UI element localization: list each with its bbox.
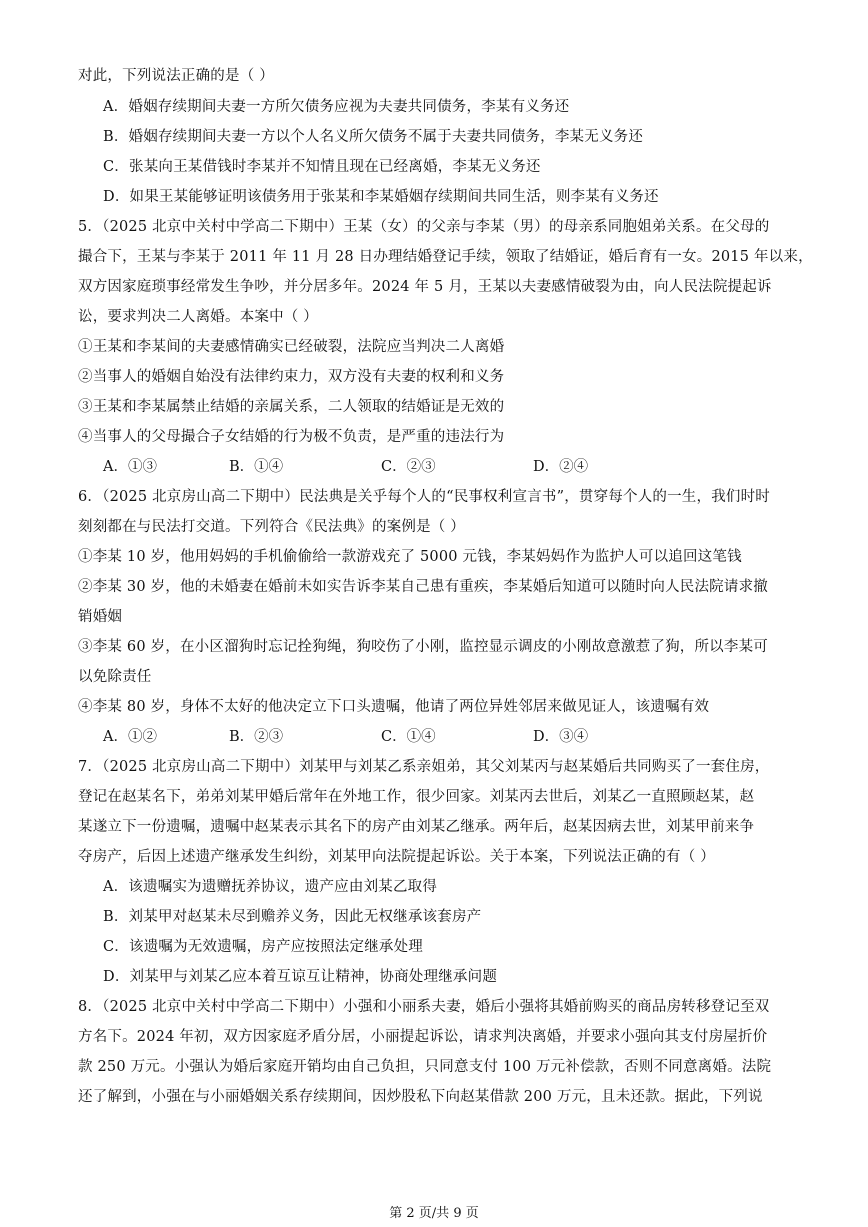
q6-choice-c: C．①④: [381, 729, 436, 745]
q6-stem-line: 6．（2025 北京房山高二下期中）民法典是关乎每个人的“民事权利宣言书”，贯穿每个人的一生，我们时时: [78, 489, 771, 505]
q8-stem-line: 还了解到，小强在与小丽婚姻关系存续期间，因炒股私下向赵某借款 200 万元，且未还款。据此，下列说: [78, 1089, 763, 1105]
q5-choice-c: C．②③: [381, 459, 436, 475]
q7-stem-line: 夺房产，后因上述遗产继承发生纠纷，刘某甲向法院提起诉讼。关于本案，下列说法正确的有（ ）: [78, 849, 715, 865]
q7-stem-line: 登记在赵某名下，弟弟刘某甲婚后常年在外地工作，很少回家。刘某丙去世后，刘某乙一直照顾赵某，赵: [78, 789, 755, 805]
q5-statement-2: ②当事人的婚姻自始没有法律约束力，双方没有夫妻的权利和义务: [78, 369, 505, 385]
page-number: 第 2 页/共 9 页: [389, 1206, 479, 1221]
q7-stem-line: 某遂立下一份遗嘱，遗嘱中赵某表示其名下的房产由刘某乙继承。两年后，赵某因病去世，刘某甲前来争: [78, 819, 755, 835]
q6-choice-a: A．①②: [103, 729, 157, 745]
q4-option-c: C．张某向王某借钱时李某并不知情且现在已经离婚，李某无义务还: [103, 159, 541, 175]
q7-option-d: D．刘某甲与刘某乙应本着互谅互让精神，协商处理继承问题: [103, 969, 498, 985]
q6-statement-3-cont: 以免除责任: [78, 669, 152, 685]
q6-choice-d: D．③④: [533, 729, 589, 745]
q4-option-a: A．婚姻存续期间夫妻一方所欠债务应视为夫妻共同债务，李某有义务还: [103, 99, 570, 115]
q5-choice-b: B．①④: [229, 459, 284, 475]
q5-statement-3: ③王某和李某属禁止结婚的亲属关系，二人领取的结婚证是无效的: [78, 399, 505, 415]
q6-statement-2: ②李某 30 岁，他的未婚妻在婚前未如实告诉李某自己患有重疾，李某婚后知道可以随时向人民法院请求撤: [78, 579, 768, 595]
q6-choice-b: B．②③: [229, 729, 284, 745]
q8-stem-line: 款 250 万元。小强认为婚后家庭开销均由自己负担，只同意支付 100 万元补偿款，否则不同意离婚。法院: [78, 1059, 772, 1075]
q8-stem-line: 8．（2025 北京中关村中学高二下期中）小强和小丽系夫妻，婚后小强将其婚前购买的商品房转移登记至双: [78, 999, 770, 1015]
q4-lead: 对此，下列说法正确的是（ ）: [78, 68, 274, 84]
q5-stem-line: 5．（2025 北京中关村中学高二下期中）王某（女）的父亲与李某（男）的母亲系同胞姐弟关系。在父母的: [78, 219, 770, 235]
q5-stem-line: 双方因家庭琐事经常发生争吵，并分居多年。2024 年 5 月，王某以夫妻感情破裂为由，向人民法院提起诉: [78, 279, 772, 295]
q6-statement-1: ①李某 10 岁，他用妈妈的手机偷偷给一款游戏充了 5000 元钱，李某妈妈作为监护人可以追回这笔钱: [78, 549, 742, 565]
q7-option-c: C．该遗嘱为无效遗嘱，房产应按照法定继承处理: [103, 939, 423, 955]
q8-stem-line: 方名下。2024 年初，双方因家庭矛盾分居，小丽提起诉讼，请求判决离婚，并要求小强向其支付房屋折价: [78, 1029, 768, 1045]
q4-option-b: B．婚姻存续期间夫妻一方以个人名义所欠债务不属于夫妻共同债务，李某无义务还: [103, 129, 644, 145]
q5-stem-line: 讼，要求判决二人离婚。本案中（ ）: [78, 309, 319, 325]
q6-statement-4: ④李某 80 岁，身体不太好的他决定立下口头遗嘱，他请了两位异姓邻居来做见证人，该遗嘱有效: [78, 699, 710, 715]
q7-stem-line: 7．（2025 北京房山高二下期中）刘某甲与刘某乙系亲姐弟，其父刘某丙与赵某婚后共同购买了一套住房，: [78, 759, 770, 775]
q6-statement-2-cont: 销婚姻: [78, 609, 123, 625]
q6-stem-line: 刻刻都在与民法打交道。下列符合《民法典》的案例是（ ）: [78, 519, 466, 535]
q5-stem-line: 撮合下，王某与李某于 2011 年 11 月 28 日办理结婚登记手续，领取了结婚证，婚后育有一女。2015 年以来，: [78, 249, 813, 265]
q5-statement-4: ④当事人的父母撮合子女结婚的行为极不负责，是严重的违法行为: [78, 429, 505, 445]
q5-statement-1: ①王某和李某间的夫妻感情确实已经破裂，法院应当判决二人离婚: [78, 339, 505, 355]
q6-statement-3: ③李某 60 岁，在小区溜狗时忘记拴狗绳，狗咬伤了小刚，监控显示调皮的小刚故意激惹了狗，所以李某可: [78, 639, 768, 655]
q4-option-d: D．如果王某能够证明该债务用于张某和李某婚姻存续期间共同生活，则李某有义务还: [103, 189, 659, 205]
q5-choice-a: A．①③: [103, 459, 157, 475]
q5-choice-d: D．②④: [533, 459, 589, 475]
q7-option-b: B．刘某甲对赵某未尽到赡养义务，因此无权继承该套房产: [103, 909, 482, 925]
q7-option-a: A．该遗嘱实为遗赠抚养协议，遗产应由刘某乙取得: [103, 879, 438, 895]
